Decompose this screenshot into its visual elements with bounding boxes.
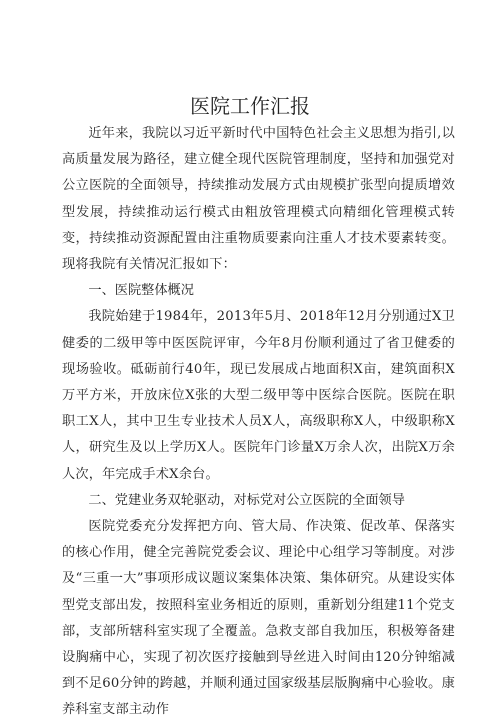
- section-heading-party-building: 二、党建业务双轮驱动，对标党对公立医院的全面领导: [88, 492, 405, 508]
- page-title: 医院工作汇报: [190, 94, 310, 118]
- overview-paragraph: 我院始建于1984年，2013年5月、2018年12月分别通过X卫健委的二级甲等中医医院评审，今年8月份顺利通过了省卫健委的现场验收。砥砺前行40年，现已发展成占地面积X亩，建筑面积X万平方米，开放床位X张的大型二级甲等中医综合医院。医院在职职工X人，其中卫生专业技术人员X人，高级职称X人，中级职称X人，研究生及以上学历X人。医院年门诊量X万余人次，出院X万余人次，年完成手术X余台。: [62, 309, 455, 482]
- section-heading-overview: 一、医院整体概况: [88, 283, 194, 299]
- party-building-paragraph: 医院党委充分发挥把方向、管大局、作决策、促改革、保落实的核心作用，健全完善院党委会议、理论中心组学习等制度。对涉及“三重一大”事项形成议题议案集体决策、集体研究。从建设实体型党支部出发，按照科室业务相近的原则，重新划分组建11个党支部，支部所辖科室实现了全覆盖。急救支部自我加压，积极筹备建设胸痛中心，实现了初次医疗接触到导丝进入时间由120分钟缩减到不足60分钟的跨越，并顺利通过国家级基层版胸痛中心验收。康养科室支部主动作: [62, 519, 455, 718]
- document-body: [62, 121, 455, 724]
- intro-paragraph: 近年来，我院以习近平新时代中国特色社会主义思想为指引,以高质量发展为路径，建立健全现代医院管理制度，坚持和加强党对公立医院的全面领导，持续推动发展方式由规模扩张型向提质增效型发展，持续推动运行模式由粗放管理模式向精细化管理模式转变，持续推动资源配置由注重物质要素向注重人才技术要素转变。现将我院有关情况汇报如下：: [62, 126, 455, 273]
